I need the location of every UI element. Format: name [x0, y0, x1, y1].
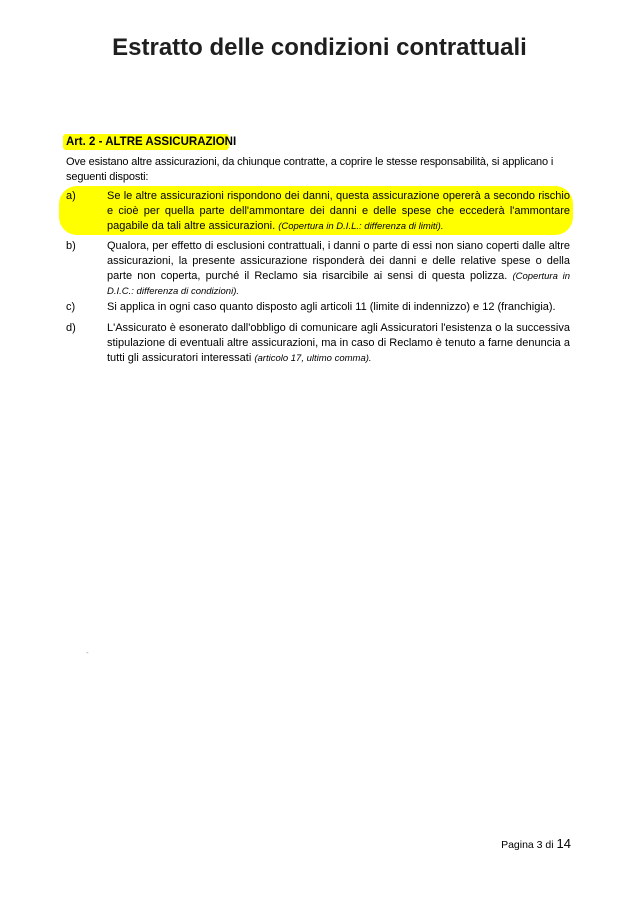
list-item	[66, 239, 570, 299]
list-marker: c)	[66, 301, 76, 313]
list-item-note: (Copertura in D.I.C.: differenza di condizioni).	[107, 271, 570, 297]
list-item-note: (Copertura in D.I.L.: differenza di limiti).	[278, 221, 444, 232]
list-item-text: Se le altre assicurazioni rispondono dei danni, questa assicurazione opererà a secondo rischio e cioè per quella parte dell'ammontare dei danni e delle spese che eccederà l'ammontare pagabile da tali altre assicurazioni.	[107, 190, 570, 232]
list-item	[66, 189, 570, 234]
list-marker: a)	[66, 190, 76, 202]
stray-mark: -	[86, 648, 89, 657]
list-item-body	[107, 239, 570, 299]
page-footer	[501, 836, 571, 851]
list-item-body	[107, 189, 570, 234]
list-item	[66, 321, 570, 366]
page-number-label: Pagina 3 di	[501, 839, 554, 851]
list-item-text: Si applica in ogni caso quanto disposto agli articoli 11 (limite di indennizzo) e 12 (franchigia).	[107, 301, 556, 313]
article-intro: Ove esistano altre assicurazioni, da chiunque contratte, a coprire le stesse responsabilità, si applicano i seguenti disposti:	[66, 156, 554, 183]
list-item	[66, 300, 570, 315]
article-heading: Art. 2 - ALTRE ASSICURAZIONI	[63, 134, 229, 150]
list-item-note: (articolo 17, ultimo comma).	[254, 353, 372, 364]
list-item-text: L'Assicurato è esonerato dall'obbligo di comunicare agli Assicuratori l'esistenza o la successiva stipulazione di eventuali altre assicurazioni, ma in caso di Reclamo è tenuto a farne denuncia a tutti gli assicuratori interessati	[107, 322, 570, 364]
list-marker: d)	[66, 322, 76, 334]
page-title: Estratto delle condizioni contrattuali	[112, 34, 527, 61]
list-item-body	[107, 300, 570, 315]
list-item-text: Qualora, per effetto di esclusioni contrattuali, i danni o parte di essi non siano coperti dalle altre assicurazioni, la presente assicurazione risponderà dei danni e delle relative spese o della parte non coperta, purché il Reclamo sia risarcibile ai sensi di questa polizza.	[107, 240, 570, 282]
list-marker: b)	[66, 240, 76, 252]
page-total: 14	[556, 836, 571, 851]
list-item-body	[107, 321, 570, 366]
